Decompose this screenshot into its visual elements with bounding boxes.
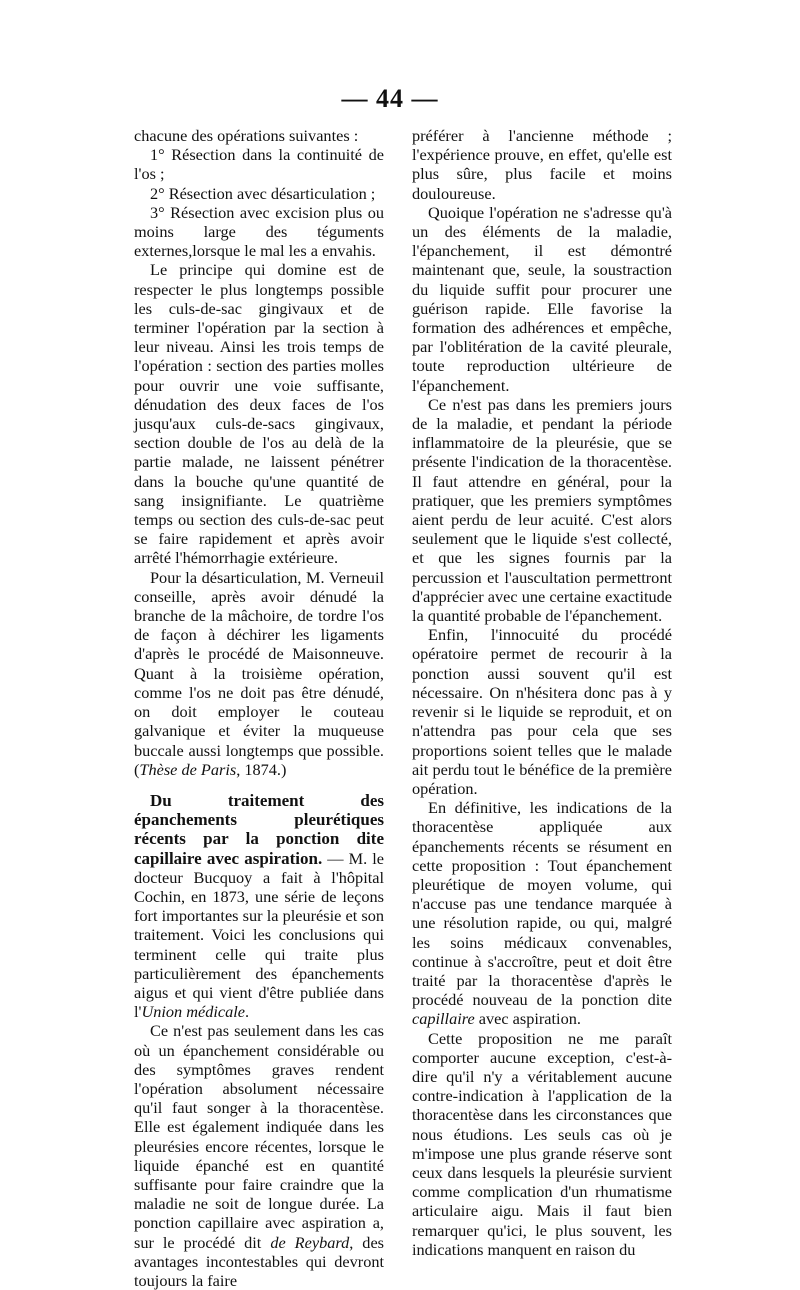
text-run: , 1874.) xyxy=(236,759,287,779)
paragraph-timing: Ce n'est pas dans les premiers jours de la maladie, et pendant la période inflammatoire de la pleurésie, que se présente l'indication de la thoracentèse. Il faut attendre en général, pour la pratiquer, que les premiers symptômes aient perdu de leur acuité. C'est alors seulement que le liquide s'est collecté, et que les signes fournis par la percussion et l'auscultation permettront d'apprécier avec une certaine exactitude la quantité probable de l'épanchement. xyxy=(412,394,672,626)
technique-term: capillaire xyxy=(412,1009,475,1029)
paragraph-principle: Le principe qui domine est de respecter le plus longtemps possible les culs-de-sac gingivaux et de terminer l'opération par la section à leur niveau. Ainsi les trois temps de l'opération : section des parties molles pour ouvrir une voie suffisante, dénudation des deux faces de l'os jusqu'aux culs-de-sacs gingivaux, section double de l'os au delà de la partie malade, ne laissent pénétrer dans la bouche qu'une quantité de sang insignifiante. Le quatrième temps ou section des culs-de-sac peut se faire rapidement et après avoir arrêté l'hémorrhagie extérieure. xyxy=(134,260,384,568)
text-run: En définitive, les indications de la thoracentèse appliquée aux épanchements récents se résument en cette proposition : Tout épanchement pleurétique de moyen volume, qui n'accuse pas une tendance marquée à une résolution rapide, ou qui, malgré les soins médicaux convenables, continue à s'accroître, peut et doit être traité par la thoracentèse d'après le procédé nouveau de la ponction dite xyxy=(412,798,672,1010)
paragraph-disarticulation xyxy=(134,568,384,779)
paragraph-indications xyxy=(134,1021,384,1290)
text-run: Pour la désarticulation, M. Verneuil conseille, après avoir dénudé la branche de la mâchoire, de tordre l'os de façon à déchirer les ligaments d'après le procédé de Maisonneuve. Quant à la troisième opération, comme l'os ne doit pas être dénudé, on doit employer le couteau galvanique et éviter la muqueuse buccale aussi longtemps que possible. ( xyxy=(134,567,384,779)
right-column xyxy=(412,126,672,1259)
text-run: , des avantages incontestables qui devront toujours la faire xyxy=(134,1232,385,1290)
list-item-1: 1° Résection dans la continuité de l'os ; xyxy=(134,145,384,184)
paragraph-definition xyxy=(412,798,672,1028)
section-gap xyxy=(134,779,384,791)
method-name: de Reybard xyxy=(270,1232,350,1252)
text-run: . xyxy=(245,1002,250,1022)
text-run: — M. le docteur Bucquoy a fait à l'hôpital Cochin, en 1873, une série de leçons fort importantes sur la pleurésie et son traitement. Voici les conclusions qui terminent celle qui traite plus particulièrement des épanchements aigus et qui vient d'être publiée dans l' xyxy=(134,848,384,1022)
left-column xyxy=(134,126,384,1290)
list-item-3: 3° Résection avec excision plus ou moins large des téguments externes,lorsque le mal les a envahis. xyxy=(134,202,384,261)
paragraph-operation: Quoique l'opération ne s'adresse qu'à un des éléments de la maladie, l'épanchement, il est démontré maintenant que, seule, la soustraction du liquide suffit pour procurer une guérison rapide. Elle favorise la formation des adhérences et empêche, par l'oblitération de la cavité pleurale, toute reproduction ultérieure de l'épanchement. xyxy=(412,202,672,395)
list-item-2: 2° Résection avec désarticulation ; xyxy=(150,183,376,203)
paragraph-continuation: préférer à l'ancienne méthode ; l'expérience prouve, en effet, qu'elle est plus sûre, plus facile et moins douloureuse. xyxy=(412,126,672,203)
section-heading: Du traitement des épanchements pleurétiques récents par la ponction dite capillaire avec aspiration. xyxy=(134,790,384,868)
journal-name: Union médicale xyxy=(141,1002,246,1022)
list-intro: chacune des opérations suivantes : xyxy=(134,126,359,145)
text-run: Ce n'est pas seulement dans les cas où un épanchement considérable ou des symptômes graves rendent l'opération absolument nécessaire qu'il faut songer à la thoracentèse. Elle est également indiquée dans les pleurésies encore récentes, lorsque le liquide épanché est en quantité suffisante pour faire craindre que la maladie ne soit de longue durée. La ponction capillaire avec aspiration a, sur le procédé dit xyxy=(134,1021,384,1252)
paragraph-innocuity: Enfin, l'innocuité du procédé opératoire permet de recourir à la ponction aussi souvent qu'il est nécessaire. On n'hésitera donc pas à y revenir si le liquide se reproduit, et on n'attendra pas pour cela que ses proportions soient telles que le malade ait perdu tout le bénéfice de la première opération. xyxy=(412,625,672,798)
paragraph-proposition: Cette proposition ne me paraît comporter aucune exception, c'est-à-dire qu'il n'y a véritablement aucune contre-indication à l'application de la thoracentèse dans les circonstances que nous étudions. Les seuls cas où je m'impose une plus grande réserve sont ceux dans lesquels la pleurésie survient comme complication d'un rhumatisme articulaire aigu. Mais il faut bien remarquer qu'ici, le plus souvent, les indications manquent en raison du xyxy=(412,1028,672,1259)
text-run: avec aspiration. xyxy=(474,1009,581,1029)
citation-title: Thèse de Paris xyxy=(139,759,237,779)
paragraph-section-intro xyxy=(134,791,384,1021)
page-number: — 44 — xyxy=(341,84,439,113)
